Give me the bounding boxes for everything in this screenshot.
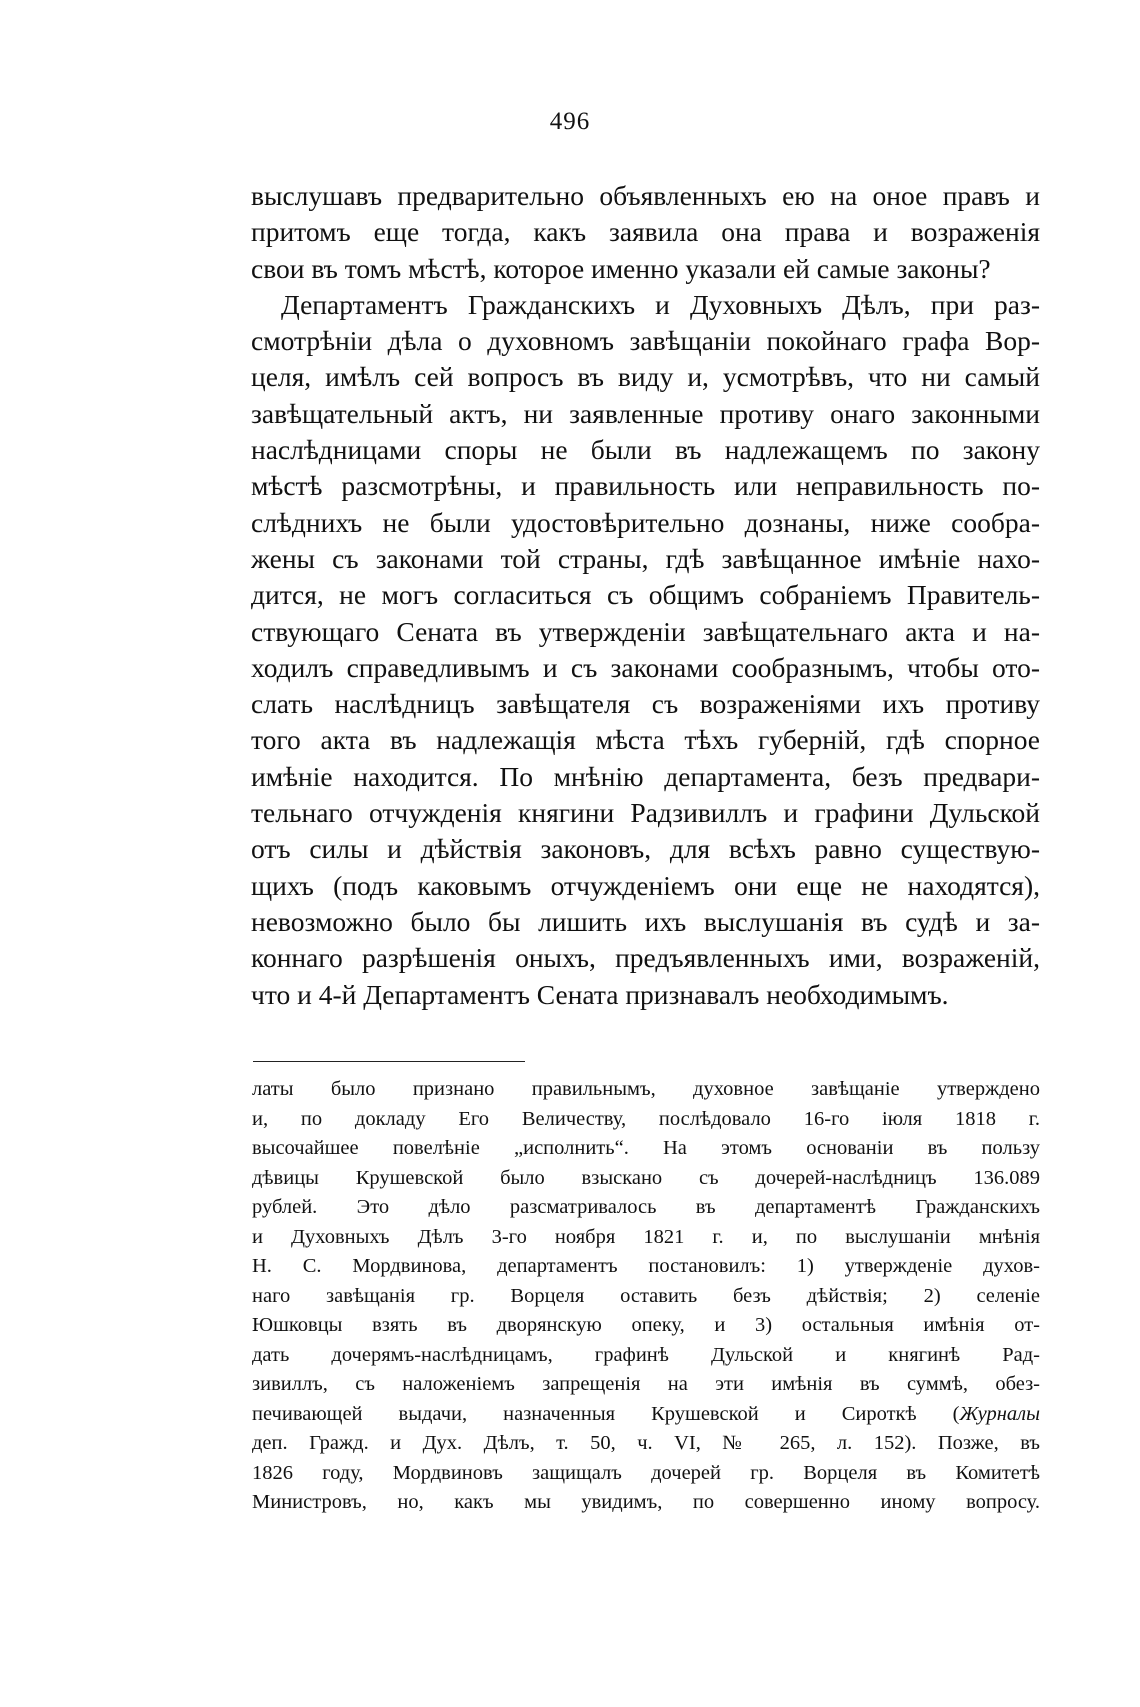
footnote [252,1075,1040,1518]
footnote-line: деп. Гражд. и Дух. Дѣлъ, т. 50, ч. VI, № 265, л. 152). Позже, въ [252,1432,1040,1454]
text-line: свои въ томъ мѣстѣ, которое именно указали ей самые законы? [251,252,991,284]
text-line: щихъ (подъ каковымъ отчужденіемъ они еще не находятся), [251,869,1040,901]
footnote-line: Юшковцы взять въ дворянскую опеку, и 3) остальныя имѣнія от- [252,1314,1040,1336]
text-line: ходилъ справедливымъ и съ законами сообразнымъ, чтобы ото- [251,651,1040,683]
footnote-line: и Духовныхъ Дѣлъ 3-го ноября 1821 г. и, по выслушаніи мнѣнія [252,1225,1040,1248]
footnote-line: и, по докладу Его Величеству, послѣдовало 16-го іюля 1818 г. [252,1107,1040,1130]
text-line: выслушавъ предварительно объявленныхъ ею на оное правъ и [251,180,1040,211]
text-line: тельнаго отчужденія княгини Радзивиллъ и графини Дульской [251,797,1040,829]
text-line: смотрѣніи дѣла о духовномъ завѣщаніи покойнаго графа Вор- [251,325,1040,357]
text-line: притомъ еще тогда, какъ заявила она права и возраженія [251,216,1040,248]
footnote-line: 1826 году, Мордвиновъ защищалъ дочерей гр. Ворцеля въ Комитетѣ [252,1461,1040,1484]
footnote-line: зивиллъ, съ наложеніемъ запрещенія на эти имѣнія въ суммѣ, обез- [252,1373,1040,1395]
footnote-line: дать дочерямъ-наслѣдницамъ, графинѣ Дульской и княгинѣ Рад- [252,1343,1040,1366]
footnote-line: Министровъ, но, какъ мы увидимъ, по совершенно иному вопросу. [252,1491,1040,1513]
footnote-line: рублей. Это дѣло разсматривалось въ департаментѣ Гражданскихъ [252,1196,1040,1218]
text-line: жены съ законами той страны, гдѣ завѣщанное имѣніе нахо- [251,542,1040,574]
text-line: ствующаго Сената въ утвержденіи завѣщательнаго акта и на- [251,615,1040,647]
text-line: мѣстѣ разсмотрѣны, и правильность или неправильность по- [251,470,1040,502]
text-line: слать наслѣдницъ завѣщателя съ возраженіями ихъ противу [251,688,1040,720]
footnote-line: Н. С. Мордвинова, департаментъ постановилъ: 1) утвержденіе духов- [252,1255,1040,1277]
footnote-line [252,1400,1040,1430]
footnote-line: дѣвицы Крушевской было взыскано съ дочерей-наслѣдницъ 136.089 [252,1166,1040,1189]
text-line: Департаментъ Гражданскихъ и Духовныхъ Дѣлъ, при раз- [281,288,1040,320]
footnote-line-text: печивающей выдачи, назначенныя Крушевской и Сироткѣ ( [252,1402,960,1425]
footnote-line: наго завѣщанія гр. Ворцеля оставить безъ дѣйствія; 2) селеніе [252,1284,1040,1307]
text-line: завѣщательный актъ, ни заявленные противу онаго законными [251,397,1040,429]
journal-title-italic: Журналы [959,1402,1040,1425]
text-line: слѣднихъ не были удостовѣрительно дознаны, ниже сообра- [251,506,1040,538]
text-line: дится, не могъ согласиться съ общимъ собраніемъ Правитель- [251,579,1040,611]
page-number: 496 [549,108,591,135]
text-line: наслѣдницами споры не были въ надлежащемъ по закону [251,434,1040,466]
text-line: имѣніе находится. По мнѣнію департамента, безъ предвари- [251,760,1040,792]
main-text [251,178,1040,1013]
text-line: отъ силы и дѣйствія законовъ, для всѣхъ равно существую- [251,833,1040,865]
text-line: невозможно было бы лишить ихъ выслушанія въ судѣ и за- [251,905,1040,937]
text-line: что и 4-й Департаментъ Сената признавалъ необходимымъ. [251,978,949,1010]
text-line: целя, имѣлъ сей вопросъ въ виду и, усмотрѣвъ, что ни самый [251,361,1040,393]
footnote-divider [253,1061,525,1062]
text-line: коннаго разрѣшенія оныхъ, предъявленныхъ ими, возраженій, [251,942,1040,974]
footnote-line: высочайшее повелѣніе „исполнить“. На этомъ основаніи въ пользу [252,1137,1040,1159]
footnote-line: латы было признано правильнымъ, духовное завѣщаніе утверждено [252,1078,1040,1100]
text-line: того акта въ надлежащія мѣста тѣхъ губерній, гдѣ спорное [251,724,1040,756]
